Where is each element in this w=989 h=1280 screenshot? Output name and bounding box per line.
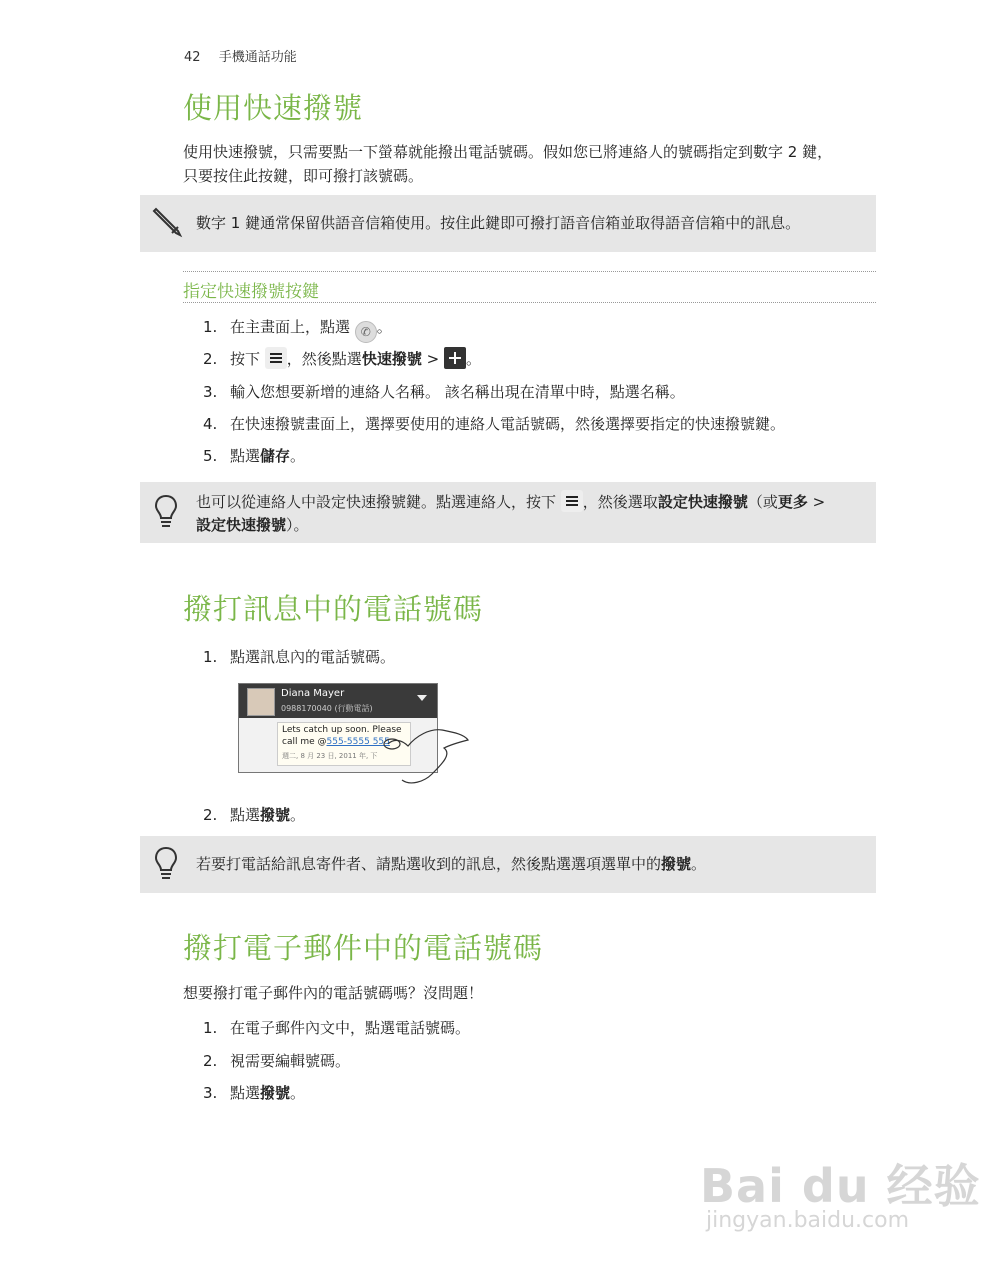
- step-text: 點選: [230, 447, 261, 465]
- list-item: [203, 315, 392, 343]
- step-bold: 撥號: [260, 1084, 291, 1102]
- page-number: 42: [184, 50, 201, 65]
- watermark-logo: Bai du 经验: [700, 1159, 981, 1213]
- watermark-url: jingyan.baidu.com: [706, 1208, 910, 1233]
- tip-bold: 撥號: [661, 855, 692, 873]
- pencil-icon: [150, 205, 184, 239]
- step-text: 點選訊息內的電話號碼。: [230, 648, 396, 666]
- section-title-call-from-message: 撥打訊息中的電話號碼: [183, 592, 484, 626]
- step-text: 。: [290, 806, 306, 824]
- finger-tap-icon: [380, 724, 472, 790]
- intro-line-1: 使用快速撥號，只需要點一下螢幕就能撥出電話號碼。假如您已將連絡人的號碼指定到數字 2 鍵，: [183, 143, 833, 161]
- list-item: [203, 1016, 470, 1040]
- section3-intro: 想要撥打電子郵件內的電話號碼嗎？沒問題！: [183, 984, 484, 1002]
- step-number: 2.: [203, 1052, 218, 1070]
- list-item: [203, 645, 395, 669]
- step-text: 點選: [230, 806, 261, 824]
- step-text: 在電子郵件內文中，點選電話號碼。: [230, 1019, 471, 1037]
- step-number: 3.: [203, 383, 218, 401]
- contact-bar: [239, 684, 437, 718]
- step-text: 。: [290, 447, 306, 465]
- menu-icon: [561, 490, 583, 512]
- section1-intro: [183, 140, 883, 188]
- lightbulb-icon: [154, 494, 178, 530]
- step-text: 在主畫面上，點選: [230, 318, 351, 336]
- step-bold: 快速撥號: [361, 350, 422, 368]
- intro-line-2: 只要按住此按鍵，即可撥打該號碼。: [183, 167, 424, 185]
- phone-link: 555-5555 555: [326, 737, 390, 747]
- step-number: 2.: [203, 806, 218, 824]
- tip-text-part: ，然後選取: [582, 493, 658, 511]
- step-text: 。: [290, 1084, 306, 1102]
- chapter-title: 手機通話功能: [218, 50, 297, 65]
- step-number: 2.: [203, 350, 218, 368]
- list-item: [203, 380, 685, 404]
- message-text: call me @: [282, 737, 327, 747]
- step-bold: 撥號: [260, 806, 291, 824]
- section-title-call-from-email: 撥打電子郵件中的電話號碼: [183, 931, 544, 965]
- step-text: 。: [465, 350, 481, 368]
- page-header: [184, 46, 297, 65]
- chevron-down-icon: [417, 695, 427, 701]
- step-text: 按下: [230, 350, 261, 368]
- tip-text-part: >: [807, 493, 826, 511]
- tip-bold: 設定快速撥號: [657, 493, 748, 511]
- subheading-assign-key: [183, 271, 876, 303]
- step-text: 。: [376, 318, 392, 336]
- subheading-text: 指定快速撥號按鍵: [183, 282, 319, 302]
- list-item: [203, 412, 785, 436]
- step-text: >: [421, 350, 444, 368]
- step-text: 點選: [230, 1084, 261, 1102]
- step-number: 1.: [203, 318, 218, 336]
- list-item: [203, 444, 305, 468]
- step-number: 5.: [203, 447, 218, 465]
- tip-bold: 設定快速撥號: [196, 516, 287, 534]
- section-title-speed-dial: 使用快速撥號: [183, 91, 364, 125]
- step-bold: 儲存: [260, 447, 291, 465]
- message-line: Lets catch up soon. Please: [282, 725, 402, 735]
- message-time: 週二, 8 月 23 日, 2011 年, 下: [282, 752, 378, 760]
- tip-text-part: （或: [747, 493, 778, 511]
- note-box: [140, 195, 876, 252]
- step-text: ，然後點選: [286, 350, 362, 368]
- list-item: [203, 1081, 305, 1105]
- step-text: 輸入您想要新增的連絡人名稱。 該名稱出現在清單中時，點選名稱。: [230, 383, 685, 401]
- tip-text-part: 。: [691, 855, 707, 873]
- phone-icon: ✆: [355, 321, 377, 343]
- note-text: 數字 1 鍵通常保留供語音信箱使用。按住此鍵即可撥打語音信箱並取得語音信箱中的訊息。: [196, 214, 801, 232]
- avatar: [247, 688, 275, 716]
- tip-text-part: 若要打電話給訊息寄件者、請點選收到的訊息，然後點選選項選單中的: [196, 855, 662, 873]
- message-line: [282, 737, 390, 747]
- step-text: 在快速撥號畫面上，選擇要使用的連絡人電話號碼，然後選擇要指定的快速撥號鍵。: [230, 415, 786, 433]
- lightbulb-icon: [154, 846, 178, 882]
- tip-bold: 更多: [777, 493, 808, 511]
- menu-icon: [265, 347, 287, 369]
- step-number: 3.: [203, 1084, 218, 1102]
- tip-text-part: ）。: [286, 516, 309, 534]
- step-number: 1.: [203, 1019, 218, 1037]
- list-item: [203, 1049, 350, 1073]
- list-item: [203, 803, 305, 827]
- add-icon: [444, 347, 466, 369]
- step-number: 1.: [203, 648, 218, 666]
- tip-text: [196, 490, 868, 537]
- contact-name: Diana Mayer: [281, 688, 345, 699]
- tip-box: [140, 482, 876, 543]
- tip-box: [140, 836, 876, 893]
- tip-text-part: 也可以從連絡人中設定快速撥號鍵。點選連絡人，按下: [196, 493, 557, 511]
- step-number: 4.: [203, 415, 218, 433]
- step-text: 視需要編輯號碼。: [230, 1052, 351, 1070]
- list-item: [203, 347, 481, 371]
- tip-text: [196, 853, 868, 876]
- contact-number: 0988170040 (行動電話): [281, 704, 373, 713]
